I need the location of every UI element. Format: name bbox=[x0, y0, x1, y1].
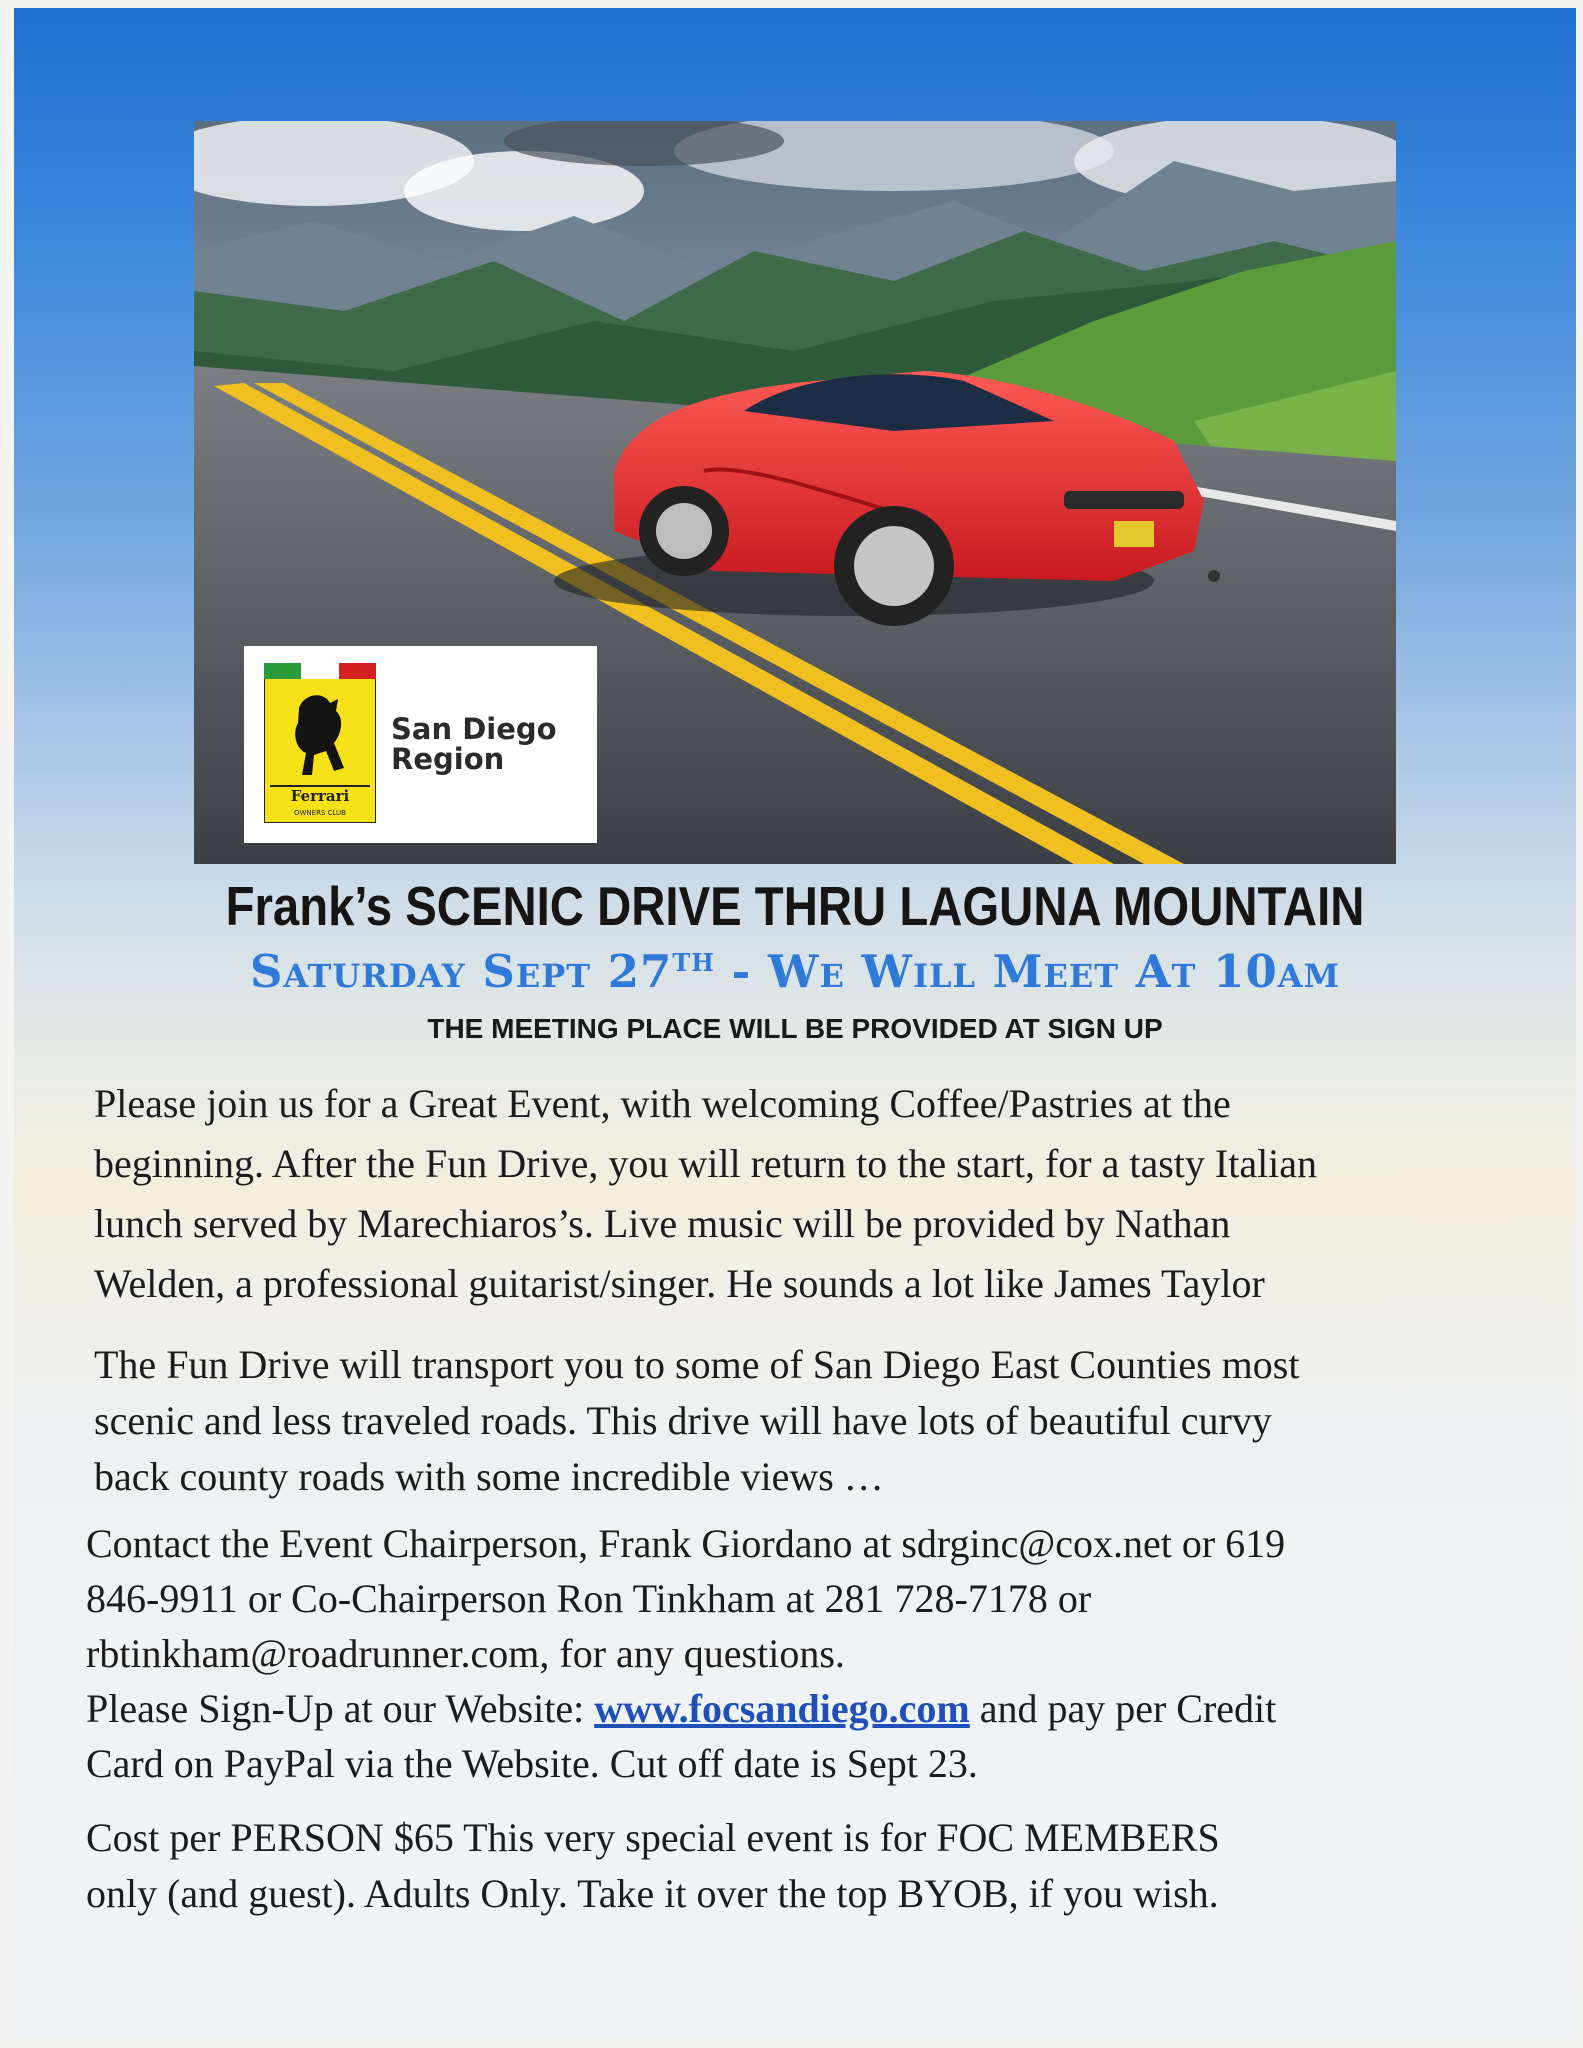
cost-line: Cost per PERSON $65 This very special event is for FOC MEMBERS bbox=[86, 1815, 1220, 1860]
event-date-line bbox=[14, 945, 1576, 998]
intro-line: Welden, a professional guitarist/singer. He sounds a lot like James Taylor bbox=[94, 1261, 1265, 1306]
meeting-place-note: THE MEETING PLACE WILL BE PROVIDED AT SIGN UP bbox=[427, 1013, 1163, 1044]
logo-region-line2: Region bbox=[391, 742, 505, 776]
signup-line-2: Card on PayPal via the Website. Cut off date is Sept 23. bbox=[86, 1741, 978, 1786]
prancing-horse-badge-icon bbox=[264, 663, 376, 823]
fun-drive-paragraph bbox=[94, 1337, 1299, 1505]
website-link[interactable]: www.focsandiego.com bbox=[594, 1686, 970, 1731]
signup-line bbox=[86, 1681, 1285, 1736]
contact-line: rbtinkham@roadrunner.com, for any questions. bbox=[86, 1631, 845, 1676]
flyer-page bbox=[14, 8, 1576, 2038]
date-prefix: Saturday Sept 27 bbox=[249, 945, 673, 998]
intro-line: beginning. After the Fun Drive, you will return to the start, for a tasty Italian bbox=[94, 1141, 1318, 1186]
event-title: Frank’s SCENIC DRIVE THRU LAGUNA MOUNTAIN bbox=[225, 875, 1365, 937]
cost-line: only (and guest). Adults Only. Take it over the top BYOB, if you wish. bbox=[86, 1871, 1219, 1916]
fun-drive-line: back county roads with some incredible views … bbox=[94, 1454, 884, 1499]
date-superscript: TH bbox=[672, 948, 715, 977]
cost-paragraph bbox=[86, 1810, 1220, 1922]
badge-brand-text: Ferrari bbox=[290, 787, 350, 805]
logo-region-text bbox=[391, 714, 591, 774]
logo-region-line1: San Diego bbox=[391, 712, 557, 746]
contact-line: 846-9911 or Co-Chairperson Ron Tinkham at 281 728-7178 or bbox=[86, 1576, 1092, 1621]
intro-line: lunch served by Marechiaros’s. Live music will be provided by Nathan bbox=[94, 1201, 1231, 1246]
fun-drive-line: The Fun Drive will transport you to some of San Diego East Counties most bbox=[94, 1342, 1300, 1387]
date-suffix: - We Will Meet At 10am bbox=[714, 945, 1341, 998]
contact-paragraph bbox=[86, 1516, 1285, 1791]
contact-line: Contact the Event Chairperson, Frank Giordano at sdrginc@cox.net or 619 bbox=[86, 1521, 1286, 1566]
intro-paragraph bbox=[94, 1074, 1317, 1314]
signup-before: Please Sign-Up at our Website: bbox=[86, 1686, 595, 1731]
fun-drive-line: scenic and less traveled roads. This drive will have lots of beautiful curvy bbox=[94, 1398, 1272, 1443]
signup-after: and pay per Credit bbox=[969, 1686, 1277, 1731]
badge-club-text: OWNERS CLUB bbox=[294, 809, 346, 817]
hero-photo bbox=[194, 121, 1396, 864]
ferrari-club-logo-card bbox=[244, 646, 597, 843]
intro-line: Please join us for a Great Event, with welcoming Coffee/Pastries at the bbox=[94, 1081, 1231, 1126]
